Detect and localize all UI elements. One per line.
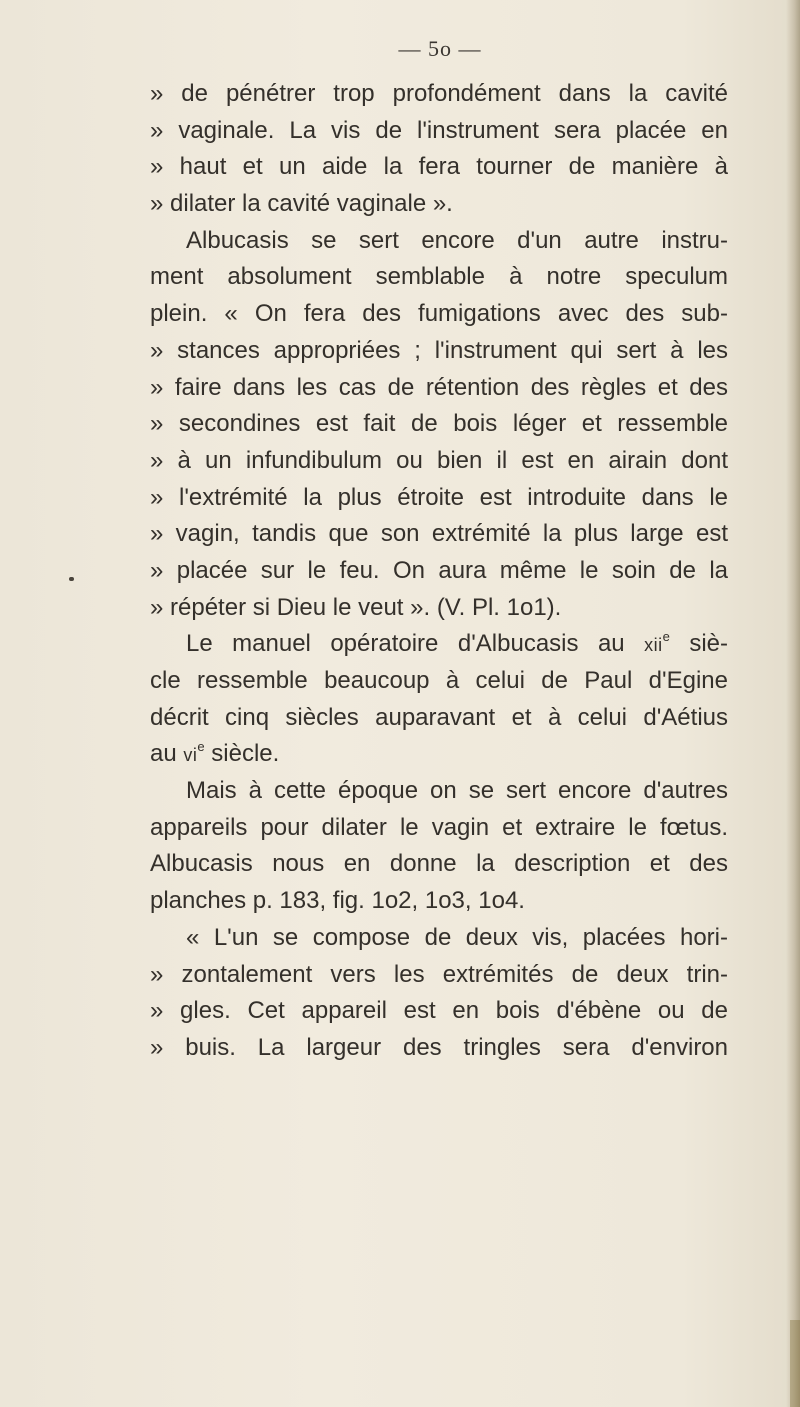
text-line: » gles. Cet appareil est en bois d'ébène ou de xyxy=(150,997,728,1025)
page-number: — 5o — xyxy=(398,36,482,61)
text-line: » à un infundibulum ou bien il est en airain dont xyxy=(150,446,728,474)
ink-speck xyxy=(69,577,74,581)
text-line: » zontalement vers les extrémités de deux trin- xyxy=(150,960,728,988)
text-line: » placée sur le feu. On aura même le soin de la xyxy=(150,556,728,584)
text-line: » dilater la cavité vaginale ». xyxy=(150,190,453,218)
page-edge-shadow xyxy=(786,0,800,1407)
body-text xyxy=(150,76,728,1067)
text-line: » de pénétrer trop profondément dans la cavité xyxy=(150,80,728,107)
text-line: Mais à cette époque on se sert encore d'autres xyxy=(186,777,728,805)
page-edge-stain xyxy=(790,1320,800,1407)
text-fragment: Le manuel opératoire d'Albucasis au xyxy=(186,630,645,658)
text-line: » vagin, tandis que son extrémité la plus large est xyxy=(150,520,728,548)
text-line: planches p. 183, fig. 1o2, 1o3, 1o4. xyxy=(150,887,525,915)
text-line xyxy=(150,626,728,663)
text-line: décrit cinq siècles auparavant et à celui d'Aétius xyxy=(150,703,728,731)
text-line: » secondines est fait de bois léger et ressemble xyxy=(150,410,728,438)
text-line: » stances appropriées ; l'instrument qui sert à les xyxy=(150,336,728,364)
text-line: « L'un se compose de deux vis, placées hori- xyxy=(186,923,728,951)
text-line: » l'extrémité la plus étroite est introduite dans le xyxy=(150,483,728,511)
text-line: » buis. La largeur des tringles sera d'environ xyxy=(150,1033,728,1061)
text-fragment: siècle. xyxy=(204,740,280,768)
text-line xyxy=(150,736,728,773)
text-line: » faire dans les cas de rétention des règles et des xyxy=(150,373,728,401)
text-line: ment absolument semblable à notre speculum xyxy=(150,263,728,291)
superscript: e xyxy=(662,629,670,645)
superscript: e xyxy=(197,739,205,755)
roman-numeral: xii xyxy=(644,635,663,656)
roman-numeral: vi xyxy=(183,745,198,766)
text-line: cle ressemble beaucoup à celui de Paul d'Egine xyxy=(150,667,728,694)
text-line: » haut et un aide la fera tourner de manière à xyxy=(150,153,728,181)
text-fragment: siè- xyxy=(669,630,728,658)
text-line: » vaginale. La vis de l'instrument sera placée en xyxy=(150,116,728,144)
text-line: Albucasis nous en donne la description et des xyxy=(150,850,728,878)
text-line: Albucasis se sert encore d'un autre instru- xyxy=(186,226,728,254)
text-line: appareils pour dilater le vagin et extraire le fœtus. xyxy=(150,813,728,841)
text-fragment: au xyxy=(150,740,184,768)
text-line: plein. « On fera des fumigations avec des sub- xyxy=(150,300,728,328)
text-line: » répéter si Dieu le veut ». (V. Pl. 1o1). xyxy=(150,593,562,621)
